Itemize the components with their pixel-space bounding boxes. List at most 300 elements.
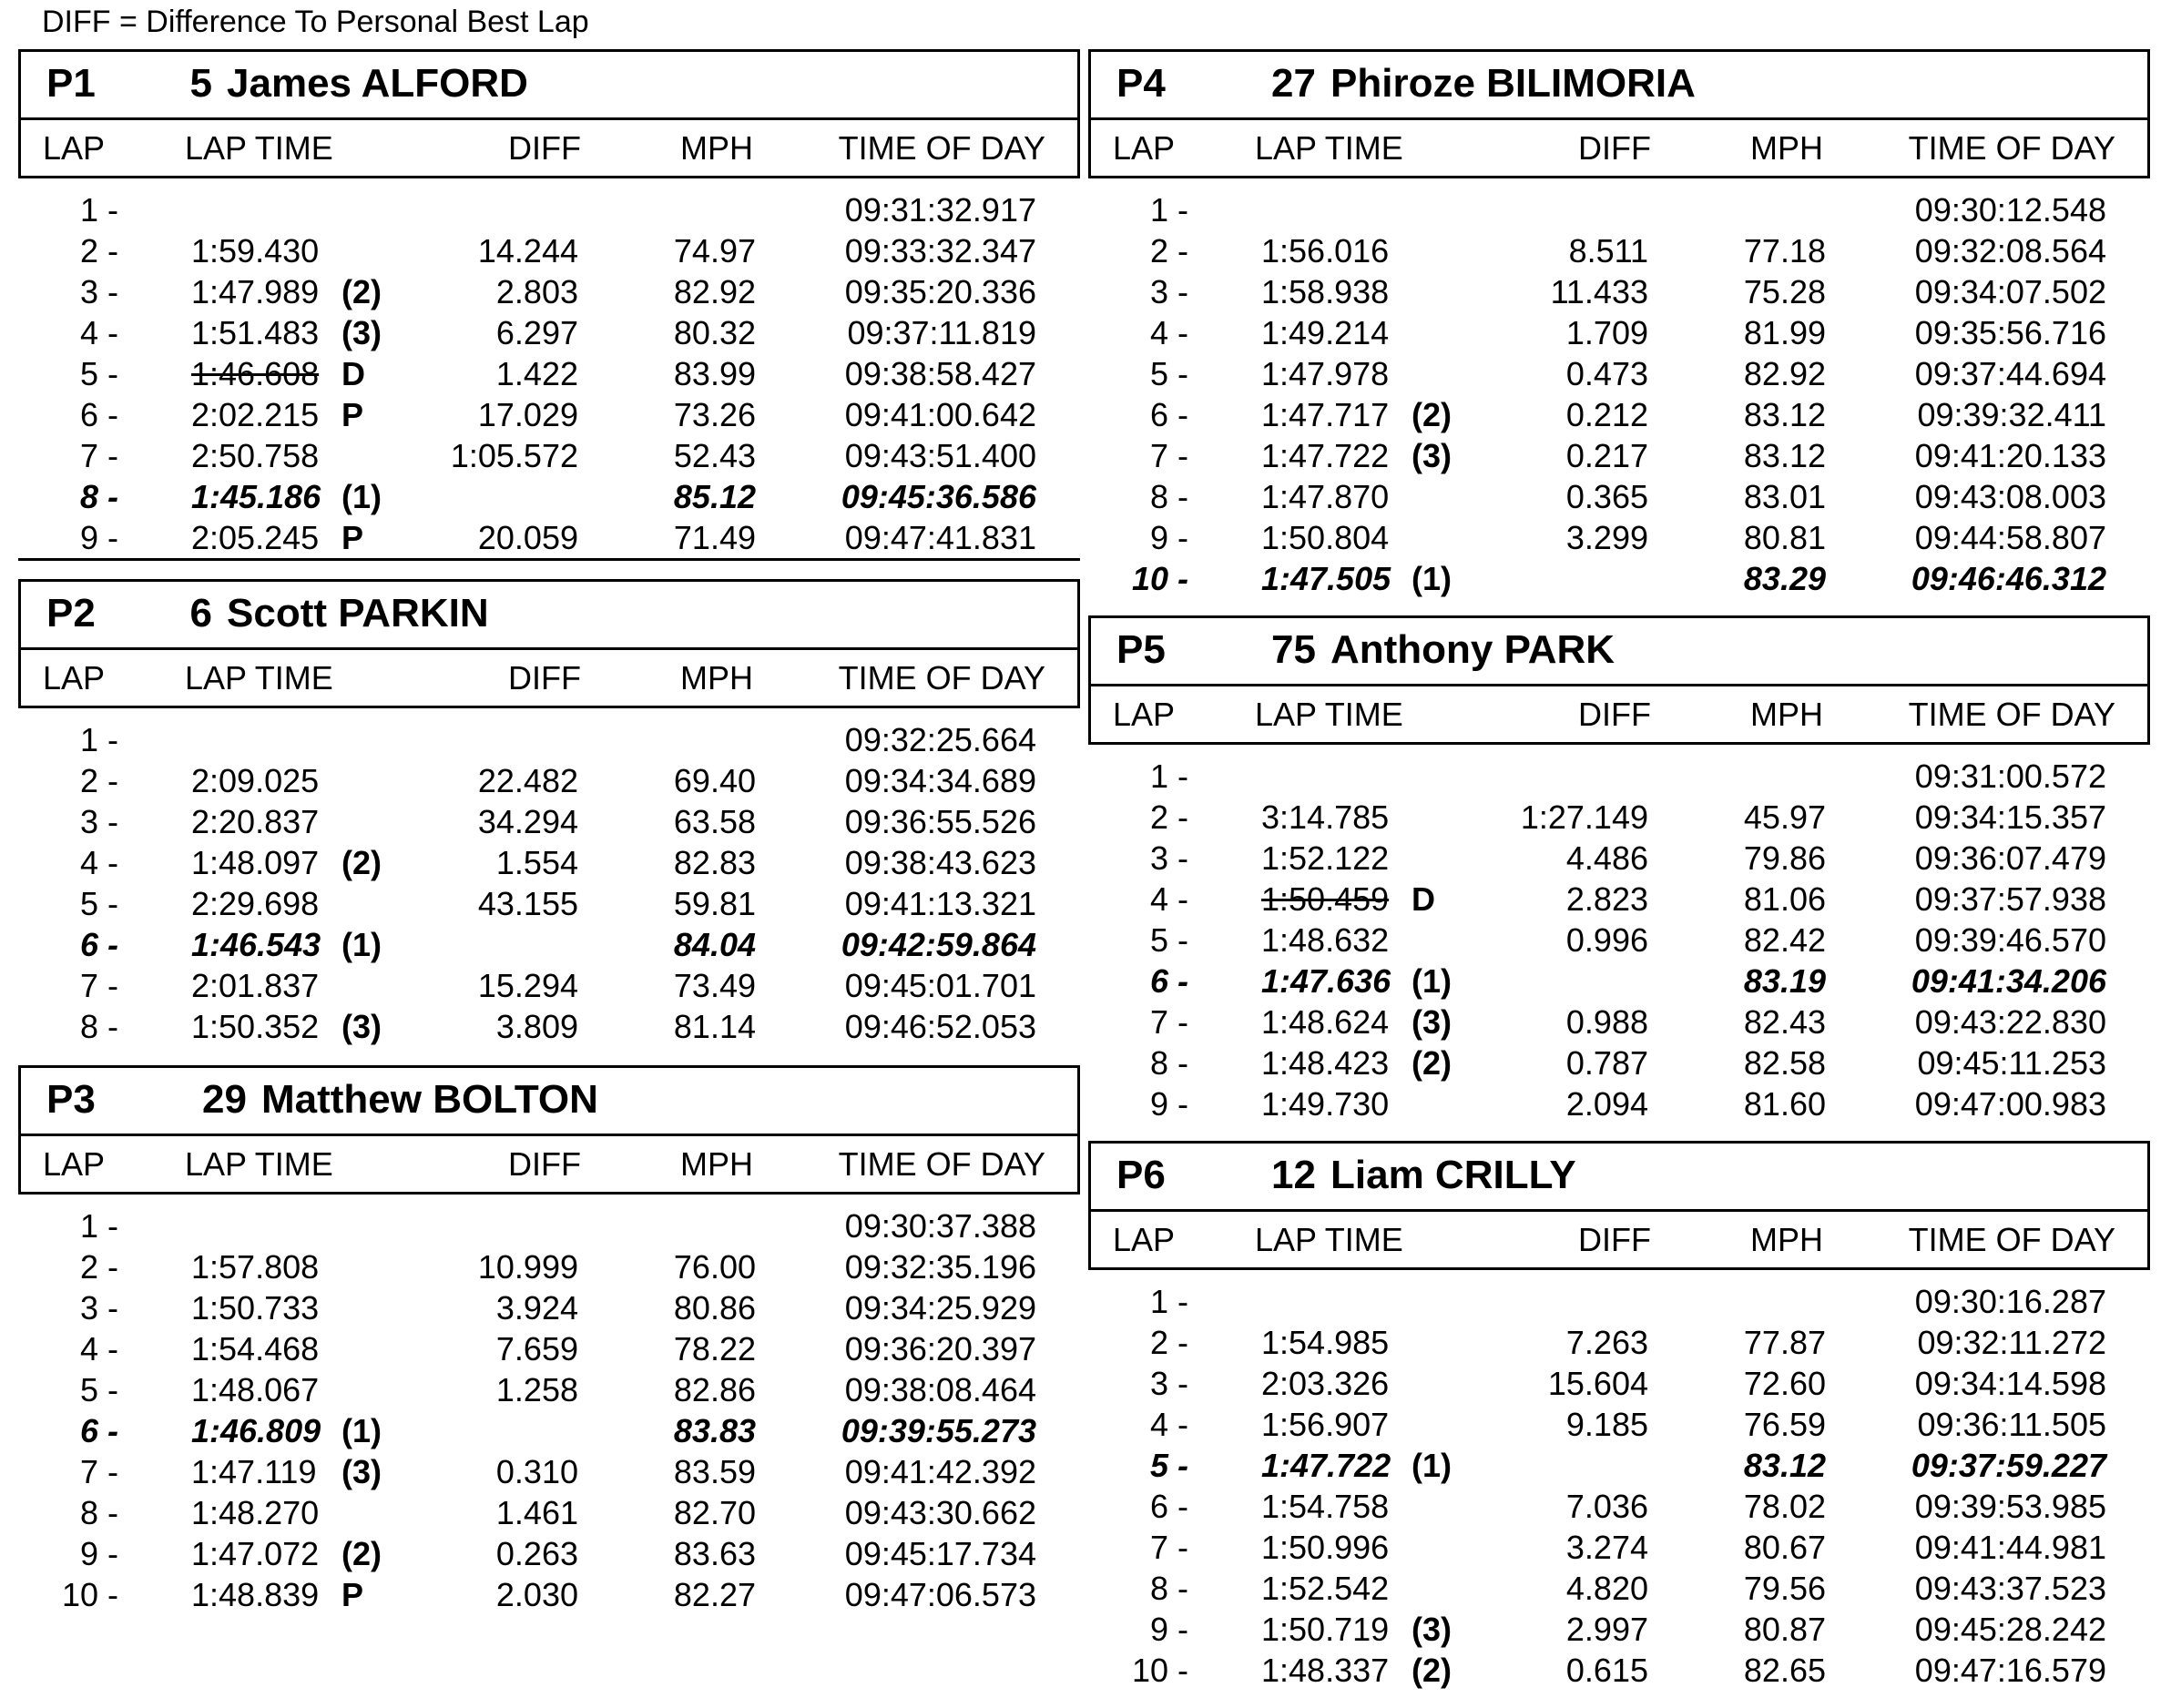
lap-row	[18, 1246, 1080, 1287]
lap-flag: P	[341, 519, 364, 556]
lap-number: 6 -	[79, 1412, 118, 1449]
col-header-diff: DIFF	[508, 1145, 581, 1183]
lap-time-of-day: 09:37:11.819	[847, 314, 1036, 351]
lap-row	[1088, 476, 2150, 517]
lap-mph: 83.12	[1743, 1447, 1826, 1484]
lap-mph: 82.42	[1743, 921, 1826, 959]
driver-header	[18, 1065, 1080, 1195]
finishing-position: P6	[1116, 1153, 1166, 1197]
best-lap-row	[18, 924, 1080, 965]
lap-mph: 80.67	[1743, 1529, 1826, 1566]
column-headers	[21, 1136, 1077, 1192]
driver-title-bar	[21, 1068, 1077, 1136]
lap-time: 1:52.542	[1261, 1570, 1390, 1607]
lap-row	[18, 801, 1080, 842]
lap-time: 1:47.119	[191, 1453, 317, 1490]
driver-name: James ALFORD	[227, 61, 528, 106]
lap-time: 2:20.837	[191, 803, 320, 840]
lap-diff: 7.659	[495, 1330, 578, 1367]
lap-flag: (3)	[1412, 1611, 1452, 1648]
best-lap-row	[18, 476, 1080, 517]
lap-time-of-day: 09:30:12.548	[1914, 191, 2106, 229]
driver-block	[1088, 1141, 2150, 1691]
lap-diff: 0.996	[1565, 921, 1648, 959]
lap-mph: 82.70	[673, 1494, 756, 1531]
lap-mph: 80.87	[1743, 1611, 1826, 1648]
lap-diff: 22.482	[477, 762, 578, 799]
lap-time: 1:48.270	[191, 1494, 320, 1531]
lap-time: 1:50.719	[1261, 1611, 1390, 1648]
lap-number: 1 -	[1149, 191, 1188, 229]
lap-time-of-day: 09:37:59.227	[1911, 1447, 2106, 1484]
lap-flag: (2)	[1412, 1652, 1452, 1689]
lap-mph: 73.26	[673, 396, 756, 433]
lap-time: 1:50.352	[191, 1008, 320, 1045]
driver-name: Scott PARKIN	[227, 591, 489, 635]
lap-flag: (1)	[341, 926, 382, 963]
lap-time: 1:46.809	[191, 1412, 321, 1449]
lap-time-of-day: 09:34:25.929	[844, 1289, 1036, 1327]
lap-time-of-day: 09:32:25.664	[844, 721, 1036, 758]
lap-time-of-day: 09:30:16.287	[1914, 1283, 2106, 1320]
lap-mph: 82.83	[673, 844, 756, 881]
col-header-lap-time: LAP TIME	[185, 659, 333, 696]
lap-number: 7 -	[79, 437, 118, 474]
lap-time-of-day: 09:47:16.579	[1914, 1652, 2106, 1689]
left-column	[18, 49, 1080, 1615]
lap-number: 8 -	[79, 1494, 118, 1531]
lap-row	[18, 1006, 1080, 1047]
lap-number: 7 -	[1149, 1003, 1188, 1041]
lap-number: 6 -	[1149, 962, 1188, 1000]
lap-time: 1:56.016	[1261, 232, 1390, 269]
lap-time-of-day: 09:36:11.505	[1917, 1406, 2106, 1443]
lap-diff: 6.297	[495, 314, 578, 351]
lap-time-of-day: 09:31:32.917	[844, 191, 1036, 229]
lap-number: 8 -	[1149, 1570, 1188, 1607]
lap-time: 2:01.837	[191, 967, 320, 1004]
lap-diff: 34.294	[477, 803, 578, 840]
lap-row	[18, 1328, 1080, 1369]
lap-diff: 0.473	[1565, 355, 1648, 392]
lap-flag: (1)	[1412, 560, 1452, 597]
lap-time: 1:50.459	[1261, 880, 1390, 918]
lap-time: 1:48.839	[191, 1576, 320, 1613]
lap-mph: 74.97	[673, 232, 756, 269]
driver-name: Matthew BOLTON	[261, 1077, 598, 1122]
lap-time: 1:48.097	[191, 844, 320, 881]
lap-time-of-day: 09:45:11.253	[1917, 1044, 2106, 1082]
lap-time-of-day: 09:38:08.464	[844, 1371, 1036, 1408]
lap-flag: (3)	[1412, 1003, 1452, 1041]
lap-time: 3:14.785	[1261, 798, 1390, 836]
lap-diff: 15.294	[477, 967, 578, 1004]
lap-diff: 2.823	[1565, 880, 1648, 918]
lap-row	[18, 1369, 1080, 1410]
lap-mph: 82.58	[1743, 1044, 1826, 1082]
lap-number: 8 -	[79, 478, 118, 515]
lap-time: 1:54.468	[191, 1330, 320, 1367]
lap-number: 6 -	[1149, 1488, 1188, 1525]
lap-row	[1088, 1568, 2150, 1609]
lap-time: 1:48.624	[1261, 1003, 1390, 1041]
lap-time-of-day: 09:30:37.388	[844, 1207, 1036, 1245]
lap-row	[1088, 1404, 2150, 1445]
col-header-mph: MPH	[1750, 1221, 1823, 1258]
lap-diff: 2.803	[495, 273, 578, 310]
driver-header	[1088, 1141, 2150, 1270]
lap-time-of-day: 09:37:44.694	[1914, 355, 2106, 392]
lap-time-of-day: 09:36:55.526	[844, 803, 1036, 840]
lap-row	[1088, 797, 2150, 838]
lap-number: 3 -	[79, 273, 118, 310]
lap-number: 6 -	[79, 396, 118, 433]
lap-flag: (3)	[1412, 437, 1452, 474]
col-header-lap: LAP	[43, 659, 106, 696]
driver-header	[18, 579, 1080, 708]
lap-number: 2 -	[1149, 1324, 1188, 1361]
col-header-lap: LAP	[43, 129, 106, 167]
lap-mph: 79.56	[1743, 1570, 1826, 1607]
lap-row	[1088, 1281, 2150, 1322]
lap-row	[1088, 435, 2150, 476]
lap-flag: (2)	[341, 1535, 382, 1572]
driver-name: Anthony PARK	[1330, 627, 1616, 672]
lap-number: 7 -	[79, 1453, 118, 1490]
lap-time-of-day: 09:46:46.312	[1911, 560, 2106, 597]
lap-mph: 80.81	[1743, 519, 1826, 556]
lap-time-of-day: 09:32:11.272	[1917, 1324, 2106, 1361]
lap-flag: (2)	[1412, 1044, 1452, 1082]
lap-diff: 0.217	[1565, 437, 1648, 474]
lap-number: 3 -	[79, 803, 118, 840]
lap-mph: 45.97	[1743, 798, 1826, 836]
lap-time-of-day: 09:41:44.981	[1914, 1529, 2106, 1566]
lap-time-of-day: 09:34:34.689	[844, 762, 1036, 799]
lap-time-of-day: 09:39:46.570	[1914, 921, 2106, 959]
lap-time-of-day: 09:36:20.397	[844, 1330, 1036, 1367]
lap-flag: (3)	[341, 314, 382, 351]
lap-diff: 3.274	[1565, 1529, 1648, 1566]
lap-number: 6 -	[1149, 396, 1188, 433]
lap-time-of-day: 09:39:55.273	[841, 1412, 1036, 1449]
lap-diff: 0.988	[1565, 1003, 1648, 1041]
lap-row	[18, 719, 1080, 760]
lap-number: 3 -	[1149, 839, 1188, 877]
lap-flag: (2)	[341, 273, 382, 310]
lap-time: 1:59.430	[191, 232, 320, 269]
lap-time-of-day: 09:34:14.598	[1914, 1365, 2106, 1402]
column-headers	[1091, 120, 2147, 176]
lap-rows	[18, 1195, 1080, 1615]
lap-mph: 80.32	[673, 314, 756, 351]
lap-flag: (3)	[341, 1008, 382, 1045]
lap-time-of-day: 09:37:57.938	[1914, 880, 2106, 918]
col-header-mph: MPH	[680, 659, 753, 696]
lap-time: 1:47.989	[191, 273, 320, 310]
lap-mph: 83.19	[1743, 962, 1826, 1000]
lap-row	[18, 1533, 1080, 1574]
lap-time-of-day: 09:42:59.864	[841, 926, 1036, 963]
lap-diff: 10.999	[477, 1248, 578, 1286]
lap-flag: P	[341, 1576, 364, 1613]
lap-diff: 1:05.572	[450, 437, 578, 474]
lap-row	[1088, 353, 2150, 394]
lap-number: 6 -	[79, 926, 118, 963]
column-headers	[21, 120, 1077, 176]
driver-block	[18, 579, 1080, 1047]
lap-flag: (1)	[341, 1412, 382, 1449]
lap-diff: 20.059	[477, 519, 578, 556]
best-lap-row	[1088, 558, 2150, 599]
finishing-position: P2	[46, 591, 96, 635]
lap-flag: D	[341, 355, 365, 392]
lap-mph: 59.81	[673, 885, 756, 922]
lap-mph: 83.12	[1743, 437, 1826, 474]
lap-row	[1088, 230, 2150, 271]
finishing-position: P1	[46, 61, 96, 106]
lap-time: 2:50.758	[191, 437, 320, 474]
lap-row	[18, 1492, 1080, 1533]
col-header-mph: MPH	[680, 1145, 753, 1183]
col-header-diff: DIFF	[508, 129, 581, 167]
lap-mph: 82.92	[1743, 355, 1826, 392]
lap-number: 10 -	[1131, 560, 1188, 597]
lap-row	[18, 394, 1080, 435]
lap-diff: 15.604	[1547, 1365, 1648, 1402]
lap-number: 4 -	[79, 1330, 118, 1367]
lap-mph: 78.22	[673, 1330, 756, 1367]
lap-time: 1:47.072	[191, 1535, 320, 1572]
lap-row	[18, 353, 1080, 394]
lap-number: 2 -	[1149, 232, 1188, 269]
lap-row	[1088, 271, 2150, 312]
lap-time: 1:47.870	[1261, 478, 1390, 515]
driver-title-bar	[21, 582, 1077, 650]
column-headers	[1091, 1212, 2147, 1267]
lap-number: 4 -	[79, 844, 118, 881]
col-header-time-of-day: TIME OF DAY	[1908, 1221, 2115, 1258]
lap-time-of-day: 09:45:28.242	[1914, 1611, 2106, 1648]
lap-time-of-day: 09:44:58.807	[1914, 519, 2106, 556]
lap-time: 1:58.938	[1261, 273, 1390, 310]
lap-time: 1:51.483	[191, 314, 320, 351]
lap-diff: 0.212	[1565, 396, 1648, 433]
lap-time-of-day: 09:35:56.716	[1914, 314, 2106, 351]
lap-row	[18, 1287, 1080, 1328]
col-header-time-of-day: TIME OF DAY	[838, 1145, 1045, 1183]
lap-number: 3 -	[79, 1289, 118, 1327]
lap-diff: 17.029	[477, 396, 578, 433]
lap-time-of-day: 09:47:06.573	[844, 1576, 1036, 1613]
lap-flag: (3)	[341, 1453, 382, 1490]
lap-number: 4 -	[1149, 314, 1188, 351]
lap-time-of-day: 09:45:17.734	[844, 1535, 1036, 1572]
lap-diff: 43.155	[477, 885, 578, 922]
driver-title-bar	[21, 52, 1077, 120]
lap-time-of-day: 09:39:53.985	[1914, 1488, 2106, 1525]
lap-time: 1:47.722	[1261, 1447, 1391, 1484]
lap-number: 2 -	[1149, 798, 1188, 836]
lap-time: 2:09.025	[191, 762, 320, 799]
col-header-time-of-day: TIME OF DAY	[1908, 696, 2115, 733]
lap-diff: 1.554	[495, 844, 578, 881]
right-column	[1088, 49, 2150, 1691]
lap-diff: 0.615	[1565, 1652, 1648, 1689]
col-header-lap-time: LAP TIME	[185, 129, 333, 167]
lap-number: 1 -	[79, 1207, 118, 1245]
lap-time: 1:54.758	[1261, 1488, 1390, 1525]
lap-time: 1:47.722	[1261, 437, 1390, 474]
lap-number: 9 -	[79, 1535, 118, 1572]
driver-title-bar	[1091, 52, 2147, 120]
lap-row	[18, 230, 1080, 271]
lap-time-of-day: 09:47:41.831	[844, 519, 1036, 556]
lap-diff: 3.924	[495, 1289, 578, 1327]
lap-mph: 83.01	[1743, 478, 1826, 515]
lap-row	[1088, 756, 2150, 797]
column-headers	[1091, 686, 2147, 742]
lap-diff: 8.511	[1568, 232, 1648, 269]
lap-diff: 1:27.149	[1520, 798, 1648, 836]
lap-row	[1088, 879, 2150, 920]
lap-row	[1088, 1650, 2150, 1691]
lap-time: 1:47.505	[1261, 560, 1391, 597]
finishing-position: P5	[1116, 627, 1166, 672]
lap-time: 1:49.214	[1261, 314, 1390, 351]
car-number: 5	[189, 61, 212, 106]
lap-mph: 72.60	[1743, 1365, 1826, 1402]
lap-time: 1:48.067	[191, 1371, 320, 1408]
lap-time-of-day: 09:45:01.701	[844, 967, 1036, 1004]
lap-row	[1088, 1001, 2150, 1042]
lap-flag: (1)	[1412, 1447, 1452, 1484]
lap-time-of-day: 09:41:13.321	[844, 885, 1036, 922]
diff-legend-note: DIFF = Difference To Personal Best Lap	[42, 5, 589, 39]
lap-mph: 71.49	[673, 519, 756, 556]
lap-diff: 1.709	[1565, 314, 1648, 351]
lap-row	[18, 965, 1080, 1006]
lap-row	[1088, 1486, 2150, 1527]
lap-time-of-day: 09:43:30.662	[844, 1494, 1036, 1531]
lap-time: 1:50.996	[1261, 1529, 1390, 1566]
lap-diff: 7.036	[1565, 1488, 1648, 1525]
driver-block	[1088, 49, 2150, 599]
lap-mph: 69.40	[673, 762, 756, 799]
col-header-lap: LAP	[1113, 696, 1176, 733]
lap-row	[18, 883, 1080, 924]
lap-mph: 83.63	[673, 1535, 756, 1572]
col-header-diff: DIFF	[1578, 129, 1651, 167]
lap-row	[1088, 920, 2150, 961]
lap-number: 3 -	[1149, 1365, 1188, 1402]
lap-time: 2:05.245	[191, 519, 320, 556]
lap-time: 1:46.543	[191, 926, 321, 963]
lap-number: 4 -	[1149, 880, 1188, 918]
lap-mph: 81.99	[1743, 314, 1826, 351]
lap-diff: 1.461	[495, 1494, 578, 1531]
col-header-lap: LAP	[1113, 129, 1176, 167]
lap-diff: 9.185	[1565, 1406, 1648, 1443]
lap-time-of-day: 09:41:42.392	[844, 1453, 1036, 1490]
lap-number: 9 -	[1149, 1085, 1188, 1123]
lap-row	[18, 189, 1080, 230]
lap-row	[1088, 1083, 2150, 1124]
lap-time: 1:46.608	[191, 355, 320, 392]
lap-number: 7 -	[79, 967, 118, 1004]
lap-number: 9 -	[1149, 1611, 1188, 1648]
lap-flag: (1)	[1412, 962, 1452, 1000]
lap-row	[1088, 1322, 2150, 1363]
lap-number: 5 -	[79, 1371, 118, 1408]
best-lap-row	[1088, 961, 2150, 1001]
col-header-time-of-day: TIME OF DAY	[838, 659, 1045, 696]
lap-number: 8 -	[79, 1008, 118, 1045]
lap-time-of-day: 09:41:34.206	[1911, 962, 2106, 1000]
lap-time: 1:48.423	[1261, 1044, 1390, 1082]
lap-number: 8 -	[1149, 478, 1188, 515]
driver-block	[18, 49, 1080, 561]
lap-time-of-day: 09:35:20.336	[844, 273, 1036, 310]
lap-mph: 85.12	[673, 478, 756, 515]
lap-row	[1088, 1609, 2150, 1650]
lap-time: 1:49.730	[1261, 1085, 1390, 1123]
driver-header	[1088, 49, 2150, 178]
lap-time: 2:29.698	[191, 885, 320, 922]
driver-title-bar	[1091, 1144, 2147, 1212]
lap-time: 1:52.122	[1261, 839, 1390, 877]
col-header-lap-time: LAP TIME	[1255, 129, 1403, 167]
lap-number: 4 -	[79, 314, 118, 351]
col-header-lap-time: LAP TIME	[185, 1145, 333, 1183]
lap-rows	[1088, 178, 2150, 599]
lap-row	[1088, 838, 2150, 879]
lap-time-of-day: 09:32:08.564	[1914, 232, 2106, 269]
lap-diff: 3.299	[1565, 519, 1648, 556]
lap-row	[18, 760, 1080, 801]
lap-mph: 83.83	[673, 1412, 756, 1449]
lap-flag: (2)	[341, 844, 382, 881]
lap-number: 1 -	[79, 191, 118, 229]
lap-time-of-day: 09:31:00.572	[1914, 757, 2106, 795]
col-header-mph: MPH	[680, 129, 753, 167]
lap-time-of-day: 09:34:07.502	[1914, 273, 2106, 310]
lap-row	[18, 312, 1080, 353]
lap-flag: (2)	[1412, 396, 1452, 433]
lap-number: 1 -	[79, 721, 118, 758]
lap-mph: 82.86	[673, 1371, 756, 1408]
lap-row	[18, 1574, 1080, 1615]
lap-rows	[1088, 1270, 2150, 1691]
lap-mph: 81.06	[1743, 880, 1826, 918]
lap-time-of-day: 09:34:15.357	[1914, 798, 2106, 836]
lap-mph: 76.59	[1743, 1406, 1826, 1443]
col-header-lap: LAP	[43, 1145, 106, 1183]
lap-number: 7 -	[1149, 1529, 1188, 1566]
lap-mph: 84.04	[673, 926, 756, 963]
lap-time-of-day: 09:43:51.400	[844, 437, 1036, 474]
lap-mph: 83.12	[1743, 396, 1826, 433]
lap-flag: P	[341, 396, 364, 433]
lap-diff: 0.310	[495, 1453, 578, 1490]
lap-mph: 63.58	[673, 803, 756, 840]
lap-row	[1088, 1042, 2150, 1083]
lap-diff: 3.809	[495, 1008, 578, 1045]
lap-time-of-day: 09:43:22.830	[1914, 1003, 2106, 1041]
lap-rows	[1088, 745, 2150, 1124]
lap-time: 1:57.808	[191, 1248, 320, 1286]
lap-time: 2:02.215	[191, 396, 320, 433]
